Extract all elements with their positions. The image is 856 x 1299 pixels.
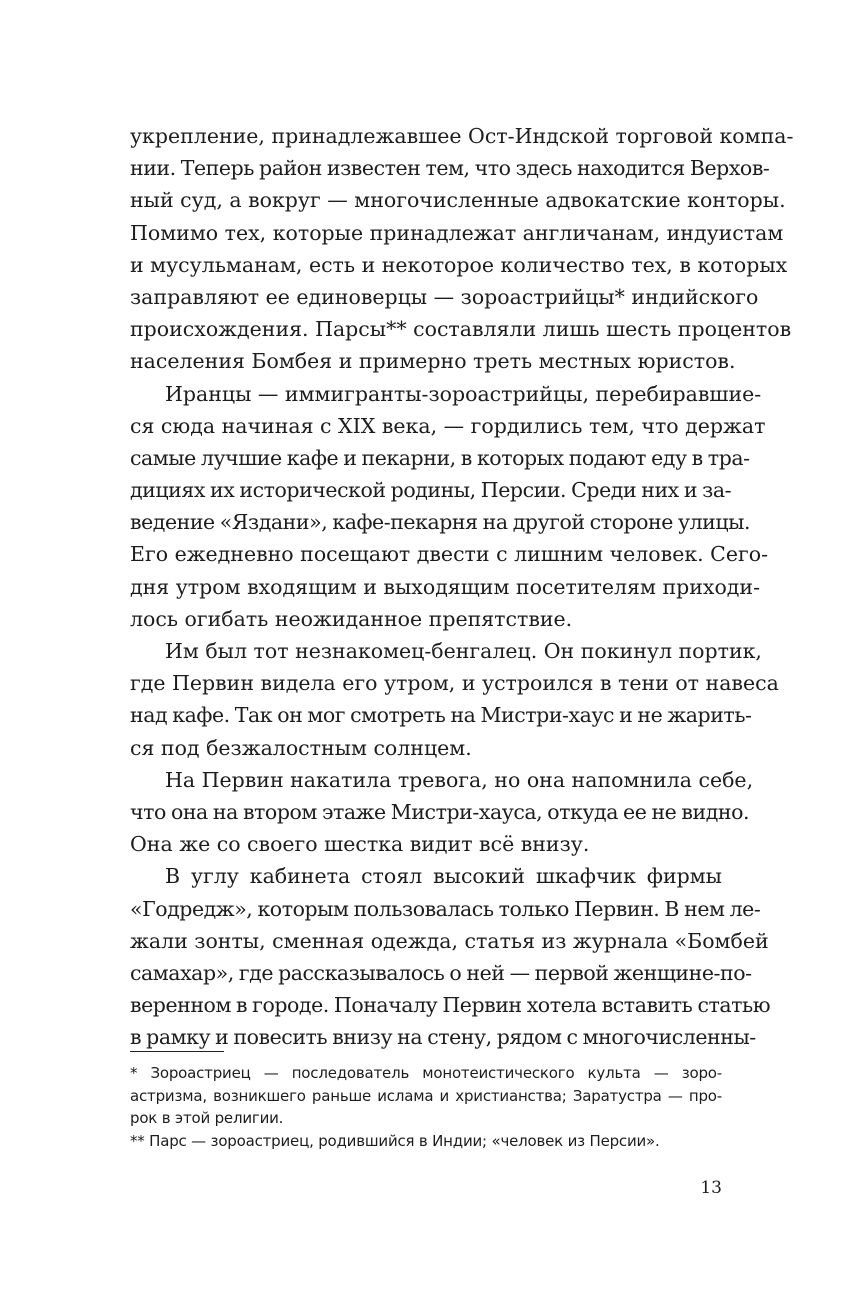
body-line: веренном в городе. Поначалу Первин хотела вставить статью	[130, 993, 771, 1018]
body-line: лось огибать неожиданное препятствие.	[130, 606, 573, 631]
body-line: Его ежедневно посещают двести с лишним человек. Сего-	[130, 542, 768, 567]
body-line: и мусульманам, есть и некоторое количество тех, в которых	[130, 252, 788, 277]
body-line: где Первин видела его утром, и устроился в тени от навеса	[130, 671, 779, 696]
page-number: 13	[700, 1178, 722, 1198]
body-line: Иранцы — иммигранты-зороастрийцы, перебиравшие-	[165, 381, 762, 406]
body-line: самахар», где рассказывалось о ней — первой женщине-по-	[130, 960, 752, 985]
body-line: происхождения. Парсы** составляли лишь шесть процентов	[130, 317, 792, 342]
body-line: ся под безжалостным солнцем.	[130, 735, 472, 760]
body-line: В углу кабинета стоял высокий шкафчик фирмы	[165, 864, 722, 889]
footnote-divider	[130, 1051, 224, 1052]
body-line: самые лучшие кафе и пекарни, в которых подают еду в тра-	[130, 445, 750, 470]
body-line: Она же со своего шестка видит всё внизу.	[130, 832, 590, 857]
body-line: что она на втором этаже Мистри-хауса, откуда ее не видно.	[130, 799, 750, 824]
body-line: ведение «Яздани», кафе-пекарня на другой стороне улицы.	[130, 510, 751, 535]
body-line: На Первин накатила тревога, но она напомнила себе,	[165, 767, 754, 792]
body-line: жали зонты, сменная одежда, статья из журнала «Бомбей	[130, 928, 769, 953]
body-line: Им был тот незнакомец-бенгалец. Он покинул портик,	[165, 639, 762, 663]
footnotes	[130, 1062, 722, 1152]
body-line: населения Бомбея и примерно треть местных юристов.	[130, 349, 736, 374]
body-line: в рамку и повесить внизу на стену, рядом с многочисленны-	[130, 1025, 756, 1050]
body-line: Помимо тех, которые принадлежат англичанам, индуистам	[130, 220, 784, 245]
footnote-line: рок в этой религии.	[130, 1109, 284, 1127]
body-line: ся сюда начиная с XIX века, — гордились тем, что держат	[130, 413, 766, 438]
footnote-line: * Зороастриец — последователь монотеистического культа — зоро-	[130, 1064, 722, 1082]
body-line: дициях их исторической родины, Персии. Среди них и за-	[130, 478, 732, 503]
body-line: «Годредж», которым пользовалась только Первин. В нем ле-	[130, 896, 761, 921]
body-line: заправляют ее единоверцы — зороастрийцы* индийского	[130, 284, 759, 309]
footnote-line: ** Парс — зороастриец, родившийся в Индии; «человек из Персии».	[130, 1131, 660, 1150]
body-line: ный суд, а вокруг — многочисленные адвокатские конторы.	[130, 188, 786, 213]
body-line: укрепление, принадлежавшее Ост-Индской торговой компа-	[130, 124, 794, 148]
footnote-line: астризма, возникшего раньше ислама и христианства; Заратустра — про-	[130, 1086, 722, 1105]
body-text	[130, 120, 794, 1053]
body-line: над кафе. Так он мог смотреть на Мистри-хаус и не жарить-	[130, 703, 752, 728]
body-line: дня утром входящим и выходящим посетителям приходи-	[130, 574, 761, 599]
body-line: нии. Теперь район известен тем, что здесь находится Верхов-	[130, 156, 770, 181]
